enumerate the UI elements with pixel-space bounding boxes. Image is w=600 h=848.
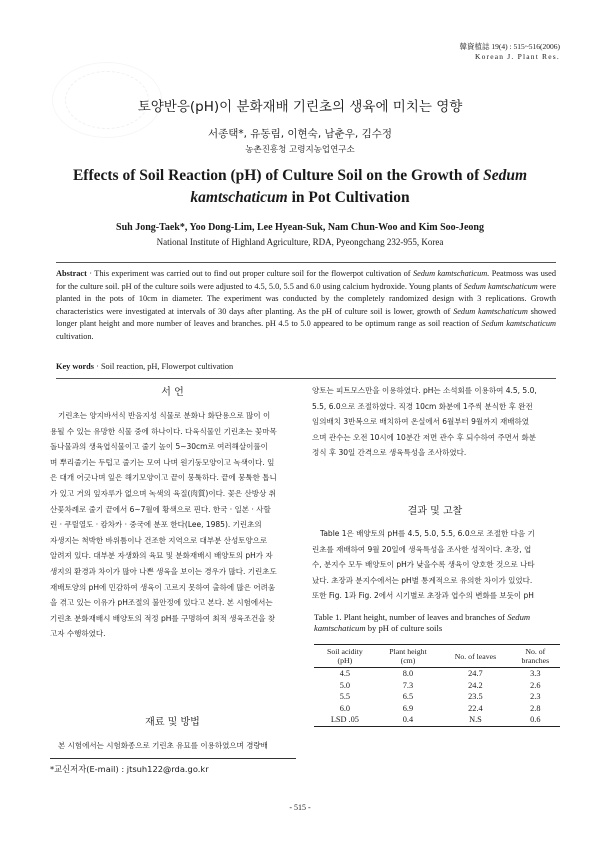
institution-korean: 농촌진흥청 고령지농업연구소	[245, 145, 355, 155]
table-row-lsd	[314, 714, 560, 726]
table-cell: 24.2	[468, 680, 483, 690]
table-row	[314, 703, 560, 715]
intro-line: 자생지는 척박한 바위틈이나 건조한 지역으로 대부분 산성토양으로	[50, 535, 268, 545]
intro-line: 돌나물과의 생육엽식물이고 줄기 높이 5~30cm로 여러해살이풀이	[50, 442, 268, 452]
authors-english: Suh Jong-Taek*, Yoo Dong-Lim, Lee Hyean-Suk, Nam Chun-Woo and Kim Soo-Jeong	[116, 222, 484, 233]
table-cell: N.S	[440, 714, 510, 726]
table-cell: 2.6	[530, 680, 541, 690]
table-row	[314, 668, 560, 680]
intro-line: 은 대개 어긋나며 잎은 해기모양이고 끝이 뭉툭하다. 끝에 뭉툭한 톱니	[50, 473, 277, 483]
abstract-label: Abstract	[56, 269, 87, 278]
table-header-row	[314, 645, 560, 668]
abstract-species-4: Sedum kamtschaticum	[481, 319, 557, 329]
table-cell: 24.7	[468, 669, 483, 678]
methods-line: 5.5, 6.0으로 조절하였다. 직경 10cm 화분에 1주씩 분식한 후 완전	[312, 401, 533, 411]
table-cell: 22.4	[468, 703, 483, 713]
table-cell: 5.5	[339, 692, 351, 701]
table-cell: 0.6	[511, 714, 560, 726]
table-1-caption	[314, 612, 564, 634]
abstract-text-5: cultivation.	[56, 331, 94, 341]
methods-line: 임의배치 3반복으로 배치하여 온실에서 6월부터 9월까지 재배하였	[312, 417, 529, 427]
journal-name: Korean J. Plant Res.	[474, 52, 560, 61]
intro-line: 산꽃차례로 줄기 끝에서 6~7월에 황색으로 핀다. 한국 · 일본 · 사할	[50, 504, 271, 514]
intro-line: 용될 수 있는 유망한 식물 중에 하나이다. 다육식물인 기린초는 꽃마목	[50, 426, 277, 436]
institution-english: National Institute of Highland Agriculture, RDA, Pyeongchang 232-955, Korea	[156, 237, 444, 247]
table-caption-suffix: by pH of culture soils	[365, 623, 443, 633]
title-species-genus: Sedum	[483, 167, 528, 184]
table-1	[314, 644, 560, 727]
abstract-species-3: Sedum kamtschaticum	[453, 306, 528, 316]
page-number: - 515 -	[289, 803, 311, 812]
corresponding-author-footnote: *교신저자(E-mail) : jtsuh122@rda.go.kr	[50, 764, 209, 774]
table-cell: 6.5	[402, 692, 414, 701]
table-row	[314, 680, 560, 692]
abstract-top-rule	[56, 262, 556, 263]
intro-line: 생지의 환경과 차이가 많아 나쁜 생육을 보이는 경우가 많다. 기린초도	[50, 566, 277, 576]
journal-citation: 韓資植誌 19(4) : 515~516(2006)	[459, 42, 560, 51]
table-caption-species: Sedum kamtschaticum	[314, 612, 531, 633]
keywords-label: Key words	[56, 362, 95, 371]
table-cell: 4.5	[339, 669, 351, 678]
table-cell: 7.3	[402, 680, 414, 690]
table-header-cell: Plant height (cm)	[376, 645, 440, 668]
title-species-epithet: kamtschaticum	[190, 189, 288, 206]
table-row	[314, 691, 560, 703]
table-cell: 23.5	[468, 692, 483, 701]
results-body	[312, 526, 558, 604]
intro-line: 기린초는 양지바서식 반음지성 식물로 분화나 화단용으로 많이 이	[58, 411, 271, 420]
title-korean: 토양반응(pH)이 분화재배 기린초의 생육에 미치는 영향	[137, 99, 463, 115]
abstract-species-2: Sedum kamtschaticum	[463, 281, 538, 291]
footnote-rule	[50, 758, 296, 759]
table-cell: 3.3	[530, 669, 541, 678]
results-line: 수, 분지수 모두 배양토이 pH가 낮을수록 생육이 양호한 것으로 나타	[312, 560, 535, 570]
methods-body	[50, 738, 296, 754]
methods-continued-body	[312, 383, 558, 461]
methods-line: 본 시험에서는 시험화종으로 기린초 유묘를 이용하였으며 경량배	[58, 741, 268, 750]
abstract-text-1: · This experiment was carried out to find out proper culture soil for the flowerpot cultivation of	[86, 269, 413, 278]
methods-line: 으며 관수는 오전 10시에 10분간 저면 관수 후 되수하여 주면서 화분	[312, 432, 537, 442]
table-header-cell: Soil acidity (pH)	[314, 645, 376, 668]
results-line: Table 1은 배양토의 pH를 4.5, 5.0, 5.5, 6.0으로 조절한 다음 기	[320, 529, 535, 538]
keywords-text: · Soil reaction, pH, Flowerpot cultivation	[94, 362, 234, 371]
results-line: 린초를 재배하여 9월 20일에 생육특성을 조사한 성적이다. 초장, 엽	[312, 544, 532, 554]
abstract-species-1: Sedum kamtschaticum.	[412, 269, 490, 278]
table-cell: 6.9	[402, 703, 414, 713]
table-caption-text: Table 1. Plant height, number of leaves and branches of	[314, 612, 508, 622]
intro-line: 가 있고 거의 잎자루가 없으며 녹색의 육질(肉質)이다. 꽃은 산방상 취	[50, 488, 276, 498]
table-cell: 2.3	[530, 692, 541, 701]
intro-line: 기린초 분화재배시 배양토의 적정 pH를 구명하여 최적 생육조건을 찾	[50, 613, 276, 623]
intro-line: 고자 수행하였다.	[50, 629, 106, 639]
authors-korean: 서종택*, 유동림, 이현숙, 남춘우, 김수정	[207, 128, 393, 140]
title-english	[60, 165, 540, 209]
table-cell: 0.4	[376, 714, 440, 726]
table-cell: 8.0	[402, 669, 414, 678]
intro-line: 린 · 쿠릴열도 · 캄차카 · 중국에 분포 한다(Lee, 1985). 기린초의	[50, 520, 262, 530]
table-header-cell: No. of leaves	[440, 645, 510, 668]
section-title-methods: 재료 및 방법	[145, 717, 200, 728]
section-title-results: 결과 및 고찰	[407, 506, 463, 517]
table-cell: 5.0	[339, 680, 351, 690]
table-cell: 2.8	[530, 703, 541, 713]
table-header-cell: No. of branches	[511, 645, 560, 668]
intro-line: 을 겪고 있는 이유가 pH조절의 불안정에 있다고 본다. 본 시험에서는	[50, 598, 273, 608]
abstract-text-2: Peatmoss was used for the culture soil. pH of the culture soils were adjusted to 4.5, 5.0, 5.5 and 6.0 using calcium hydroxide. Young plants of	[56, 269, 556, 291]
table-cell: LSD .05	[314, 714, 376, 726]
title-english-text: Effects of Soil Reaction (pH) of Culture Soil on the Growth of	[72, 167, 484, 184]
table-cell: 6.0	[339, 703, 351, 713]
methods-line: 양토는 피트모스만을 이용하였다. pH는 소석회를 이용하여 4.5, 5.0,	[312, 386, 537, 395]
methods-line: 정식 후 30일 간격으로 생육특성을 조사하였다.	[312, 448, 467, 458]
intro-line: 알려져 있다. 대부분 자생화의 육묘 및 분화재배시 배양토의 pH가 자	[50, 551, 273, 561]
abstract-text-3: were planted in the pots of 10cm in diameter. The experiment was conducted by the completely randomized design with 3 replications. Growth characteristics were investigated at intervals of 30 days after planting. As the pH of culture soil is lower, growth of	[56, 281, 557, 316]
title-english-suffix: in Pot Cultivation	[287, 189, 410, 206]
abstract	[56, 268, 556, 344]
introduction-body	[50, 408, 296, 642]
intro-line: 며 뿌리줄기는 두텁고 줄기는 모여 나며 원기둥모양이고 녹색이다. 잎	[50, 457, 275, 467]
keywords	[56, 362, 233, 371]
journal-header	[459, 42, 560, 62]
abstract-bottom-rule	[56, 378, 556, 379]
intro-line: 재배토양의 pH에 민감하여 생육이 고르지 못하여 출하에 많은 어려움	[50, 582, 276, 592]
abstract-text-4: showed longer plant height and more number of leaves and branches. pH 4.5 to 5.0 appeared to be optimum range as soil reaction of	[56, 306, 556, 329]
section-title-introduction: 서 언	[161, 387, 184, 398]
results-line: 났다. 초장과 분지수에서는 pH별 통계적으로 유의한 차이가 있었다.	[312, 575, 533, 585]
results-line: 또한 Fig. 1과 Fig. 2에서 시기별로 초장과 엽수의 변화를 보듯이 pH	[312, 591, 534, 601]
